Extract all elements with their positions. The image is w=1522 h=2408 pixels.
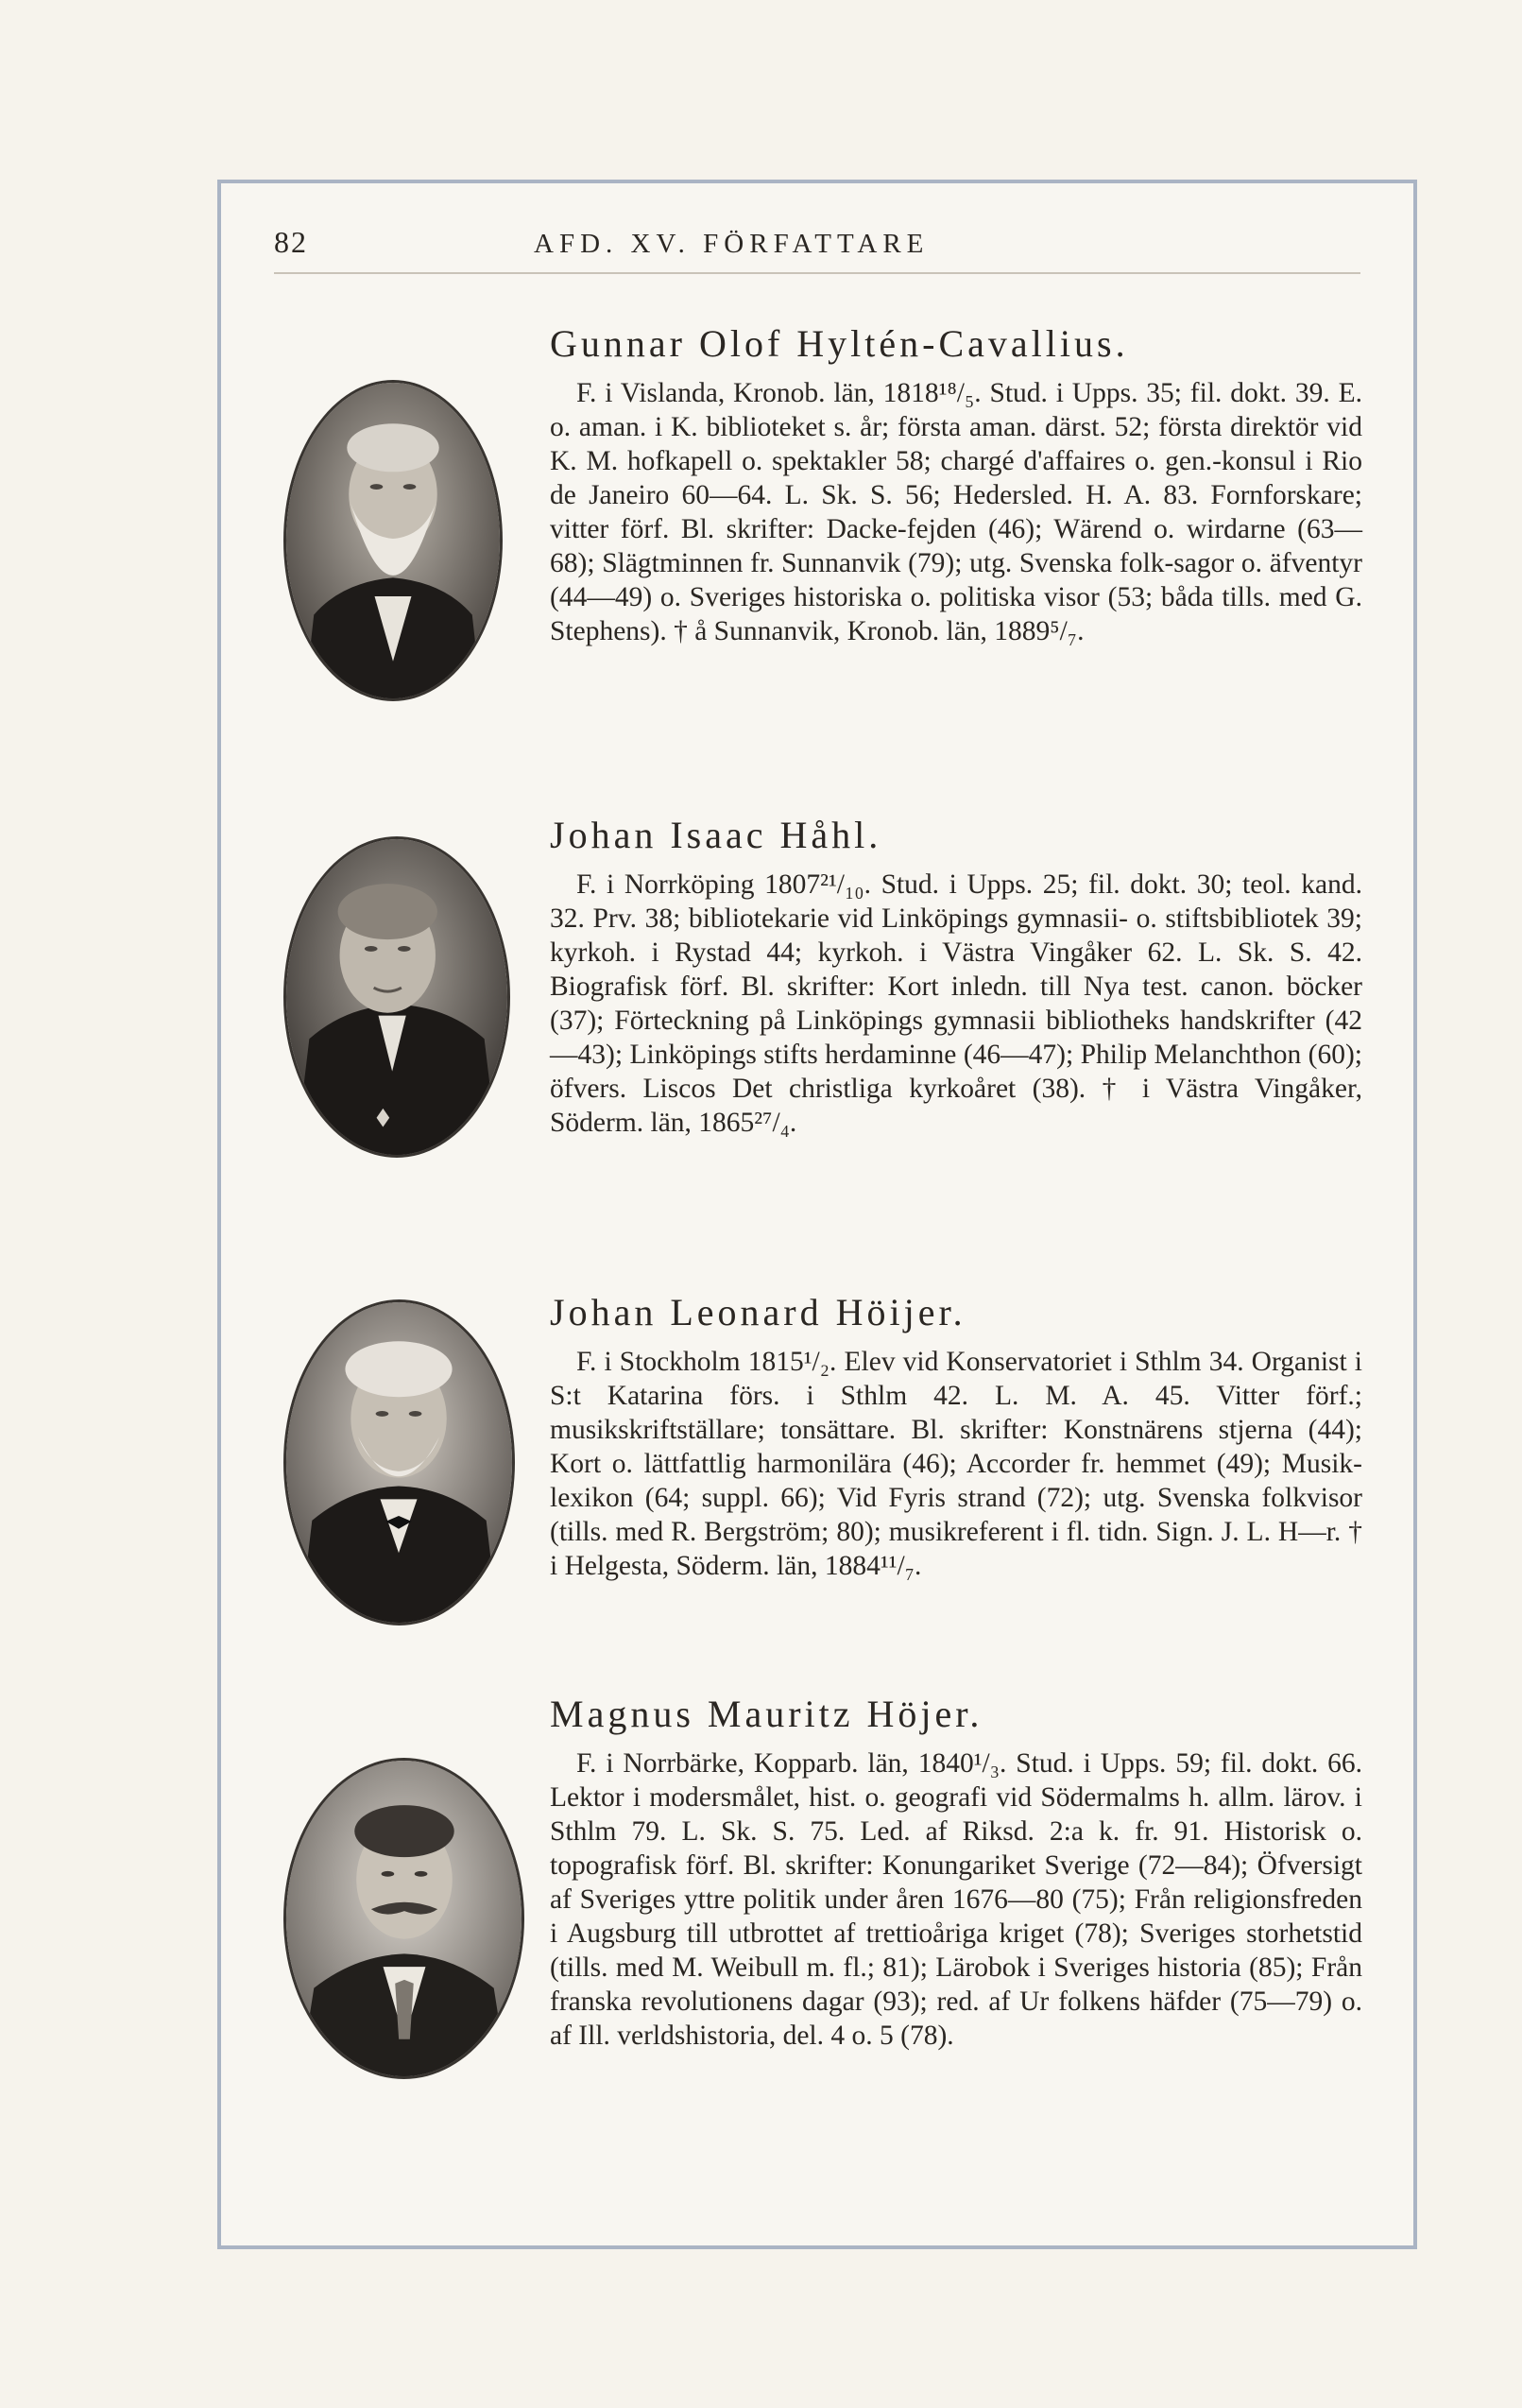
author-entry — [274, 1290, 1370, 1668]
author-biography: F. i Vislanda, Kronob. län, 1818¹⁸/₅. Stud. i Upps. 35; fil. dokt. 39. E. o. aman. i K. biblioteket s. år; första aman. därst. 52; första direktör vid K. M. hofkapell o. spektakler 58; chargé d'affaires o. gen.-konsul i Rio de Janeiro 60—64. L. Sk. S. 56; Hedersled. H. A. 83. Fornforskare; vitter förf. Bl. skrifter: Dacke-fejden (46); Wärend o. wirdarne (63—68); Slägtminnen fr. Sunnanvik (79); utg. Svenska folk-sagor o. äfventyr (44—49) o. Sveriges historiska o. politiska visor (53; båda tills. med G. Stephens). † å Sunnanvik, Kronob. län, 1889⁵/₇. — [550, 378, 1362, 646]
author-name: Gunnar Olof Hyltén-Cavallius. — [550, 322, 1129, 365]
author-entry — [274, 321, 1370, 775]
author-entry — [274, 1692, 1370, 2164]
author-name: Johan Isaac Håhl. — [550, 814, 882, 856]
running-title: AFD. XV. FÖRFATTARE — [534, 229, 930, 259]
author-biography: F. i Norrköping 1807²¹/₁₀. Stud. i Upps. 25; fil. dokt. 30; teol. kand. 32. Prv. 38; bibliotekarie vid Linköpings gymnasii- o. stiftsbibliotek 39; kyrkoh. i Rystad 44; kyrkoh. i Västra Vingåker 62. L. Sk. S. 42. Biografisk förf. Bl. skrifter: Kort inledn. till Nya test. canon. böcker (37); Förteckning på Linköpings gymnasii bibliotheks handskrifter (42—43); Linköpings stifts herdaminne (46—47); Philip Melanchthon (60); öfvers. Liscos Det christliga kyrkoåret (38). † i Västra Vingåker, Söderm. län, 1865²⁷/₄. — [550, 869, 1362, 1138]
author-entry — [274, 813, 1370, 1229]
portrait-photo — [283, 836, 510, 1158]
author-biography: F. i Stockholm 1815¹/₂. Elev vid Konservatoriet i Sthlm 34. Organist i S:t Katarina förs. i Sthlm 42. L. M. A. 45. Vitter förf.; musikskriftställare; tonsättare. Bl. skrifter: Konstnärens stjerna (44); Kort o. lättfattlig harmonilära (46); Accorder fr. hemmet (49); Musik-lexikon (64; suppl. 66); Vid Fyris strand (72); utg. Svenska folkvisor (tills. med R. Bergström; 80); musikreferent i fl. tidn. Sign. J. L. H—r. † i Helgesta, Söderm. län, 1884¹¹/₇. — [550, 1347, 1362, 1581]
portrait-photo — [283, 1299, 515, 1625]
portrait-photo — [283, 380, 503, 701]
author-name: Johan Leonard Höijer. — [550, 1291, 966, 1333]
author-name: Magnus Mauritz Höjer. — [550, 1693, 983, 1735]
page-number: 82 — [274, 225, 308, 259]
portrait-photo — [283, 1758, 524, 2079]
author-biography: F. i Norrbärke, Kopparb. län, 1840¹/₃. Stud. i Upps. 59; fil. dokt. 66. Lektor i modersmålet, hist. o. geografi vid Södermalms h. allm. lärov. i Sthlm 79. L. Sk. S. 75. Led. af Riksd. 2:a k. fr. 91. Historisk o. topografisk förf. Bl. skrifter: Konungariket Sverige (72—84); Öfversigt af Sveriges yttre politik under åren 1676—80 (75); Från religionsfreden i Augsburg till utbrottet af trettioåriga kriget (78); Sveriges storhetstid (tills. med M. Weibull m. fl.; 81); Lärobok i Sveriges historia (85); Från franska revolutionens dagar (93); red. af Ur folkens häfder (75—79) o. af Ill. verldshistoria, del. 4 o. 5 (78). — [550, 1748, 1362, 2051]
page-header — [274, 215, 1360, 274]
